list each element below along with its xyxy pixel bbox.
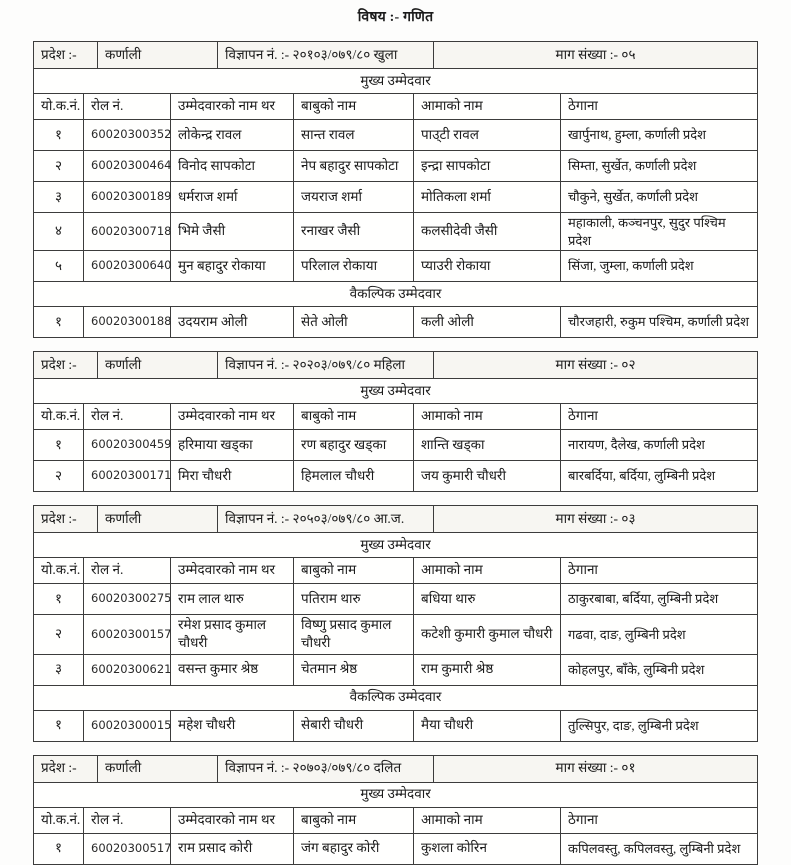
section-4-table xyxy=(33,782,758,865)
father-name-cell: रण बहादुर खड्का xyxy=(294,430,414,461)
address-cell: बारबर्दिया, बर्दिया, लुम्बिनी प्रदेश xyxy=(561,461,758,492)
demand-count: माग संख्या :- ०१ xyxy=(434,755,758,782)
father-name-cell: सान्त रावल xyxy=(294,120,414,151)
father-name-cell: चेतमान श्रेष्ठ xyxy=(294,654,414,685)
table-row xyxy=(34,654,758,685)
candidate-name-cell: राम लाल थारु xyxy=(171,584,294,615)
band-row xyxy=(34,755,758,782)
col-header-candidate: उम्मेदवारको नाम थर xyxy=(171,404,294,430)
serial-cell: १ xyxy=(34,120,84,151)
col-header-mother: आमाको नाम xyxy=(414,558,561,584)
page-title: विषय :- गणित xyxy=(357,10,434,25)
serial-cell: १ xyxy=(34,710,84,741)
province-label: प्रदेश :- xyxy=(34,42,98,69)
mother-name-cell: राम कुमारी श्रेष्ठ xyxy=(414,654,561,685)
address-cell: चौकुने, सुर्खेत, कर्णाली प्रदेश xyxy=(561,182,758,213)
father-name-cell: हिमलाल चौधरी xyxy=(294,461,414,492)
candidate-name-cell: उदयराम ओली xyxy=(171,307,294,338)
roll-cell: 60020300621 xyxy=(84,654,171,685)
section-4-band xyxy=(33,755,758,783)
col-header-father: बाबुको नाम xyxy=(294,94,414,120)
province-label: प्रदेश :- xyxy=(34,755,98,782)
mother-name-cell: कटेशी कुमारी कुमाल चौधरी xyxy=(414,615,561,654)
main-group-title-row xyxy=(34,379,758,404)
serial-cell: २ xyxy=(34,615,84,654)
col-header-serial: यो.क.नं. xyxy=(34,807,84,833)
alt-group-title: वैकल्पिक उम्मेदवार xyxy=(34,685,758,710)
roll-cell: 60020300015 xyxy=(84,710,171,741)
header-row xyxy=(34,94,758,120)
roll-cell: 60020300459 xyxy=(84,430,171,461)
advert-section-2 xyxy=(33,351,757,492)
header-row xyxy=(34,558,758,584)
demand-count: माग संख्या :- ०३ xyxy=(434,506,758,533)
candidate-name-cell: लोकेन्द्र रावल xyxy=(171,120,294,151)
main-group-title: मुख्य उम्मेदवार xyxy=(34,782,758,807)
mother-name-cell: प्याउरी रोकाया xyxy=(414,251,561,282)
demand-count: माग संख्या :- ०५ xyxy=(434,42,758,69)
father-name-cell: सेबारी चौधरी xyxy=(294,710,414,741)
mother-name-cell: कली ओली xyxy=(414,307,561,338)
serial-cell: ५ xyxy=(34,251,84,282)
col-header-roll: रोल नं. xyxy=(84,807,171,833)
serial-cell: ३ xyxy=(34,654,84,685)
section-1-band xyxy=(33,41,758,69)
roll-cell: 60020300189 xyxy=(84,182,171,213)
advert-number: विज्ञापन नं. :- २०७०३/०७९/८० दलित xyxy=(218,755,434,782)
header-row xyxy=(34,807,758,833)
candidate-name-cell: राम प्रसाद कोरी xyxy=(171,833,294,864)
col-header-mother: आमाको नाम xyxy=(414,94,561,120)
address-cell: तुल्सिपुर, दाङ, लुम्बिनी प्रदेश xyxy=(561,710,758,741)
candidate-name-cell: हरिमाया खड्का xyxy=(171,430,294,461)
col-header-serial: यो.क.नं. xyxy=(34,94,84,120)
table-row xyxy=(34,120,758,151)
address-cell: महाकाली, कञ्चनपुर, सुदुर पश्चिम प्रदेश xyxy=(561,213,758,251)
province-value: कर्णाली xyxy=(98,506,218,533)
table-row xyxy=(34,710,758,741)
province-value: कर्णाली xyxy=(98,352,218,379)
table-row xyxy=(34,584,758,615)
father-name-cell: रनाखर जैसी xyxy=(294,213,414,251)
mother-name-cell: पाउ्टी रावल xyxy=(414,120,561,151)
col-header-candidate: उम्मेदवारको नाम थर xyxy=(171,94,294,120)
col-header-father: बाबुको नाम xyxy=(294,404,414,430)
mother-name-cell: जय कुमारी चौधरी xyxy=(414,461,561,492)
province-value: कर्णाली xyxy=(98,42,218,69)
section-3-band xyxy=(33,505,758,533)
roll-cell: 60020300275 xyxy=(84,584,171,615)
roll-cell: 60020300718 xyxy=(84,213,171,251)
serial-cell: १ xyxy=(34,307,84,338)
section-1-table xyxy=(33,68,758,338)
col-header-address: ठेगाना xyxy=(561,807,758,833)
mother-name-cell: मोतिकला शर्मा xyxy=(414,182,561,213)
alt-group-title-row xyxy=(34,685,758,710)
father-name-cell: जयराज शर्मा xyxy=(294,182,414,213)
col-header-father: बाबुको नाम xyxy=(294,807,414,833)
mother-name-cell: शान्ति खड्का xyxy=(414,430,561,461)
serial-cell: ४ xyxy=(34,213,84,251)
main-group-title: मुख्य उम्मेदवार xyxy=(34,379,758,404)
col-header-address: ठेगाना xyxy=(561,94,758,120)
address-cell: कपिलवस्तु, कपिलवस्तु, लुम्बिनी प्रदेश xyxy=(561,833,758,864)
serial-cell: १ xyxy=(34,833,84,864)
col-header-roll: रोल नं. xyxy=(84,94,171,120)
table-row xyxy=(34,251,758,282)
candidate-name-cell: मुन बहादुर रोकाया xyxy=(171,251,294,282)
father-name-cell: विष्णु प्रसाद कुमाल चौधरी xyxy=(294,615,414,654)
col-header-candidate: उम्मेदवारको नाम थर xyxy=(171,807,294,833)
mother-name-cell: कलसीदेवी जैसी xyxy=(414,213,561,251)
candidate-name-cell: विनोद सापकोटा xyxy=(171,151,294,182)
address-cell: गढवा, दाङ, लुम्बिनी प्रदेश xyxy=(561,615,758,654)
main-group-title-row xyxy=(34,782,758,807)
address-cell: सिंजा, जुम्ला, कर्णाली प्रदेश xyxy=(561,251,758,282)
roll-cell: 60020300157 xyxy=(84,615,171,654)
serial-cell: १ xyxy=(34,430,84,461)
section-2-table xyxy=(33,378,758,492)
table-row xyxy=(34,151,758,182)
section-2-band xyxy=(33,351,758,379)
table-row xyxy=(34,615,758,654)
col-header-roll: रोल नं. xyxy=(84,558,171,584)
col-header-roll: रोल नं. xyxy=(84,404,171,430)
table-row xyxy=(34,213,758,251)
col-header-serial: यो.क.नं. xyxy=(34,404,84,430)
advert-number: विज्ञापन नं. :- २०१०३/०७९/८० खुला xyxy=(218,42,434,69)
roll-cell: 60020300517 xyxy=(84,833,171,864)
main-group-title: मुख्य उम्मेदवार xyxy=(34,69,758,94)
section-3-table xyxy=(33,532,758,741)
mother-name-cell: बधिया थारु xyxy=(414,584,561,615)
advert-section-1 xyxy=(33,41,757,338)
candidate-name-cell: रमेश प्रसाद कुमाल चौधरी xyxy=(171,615,294,654)
serial-cell: २ xyxy=(34,151,84,182)
roll-cell: 60020300640 xyxy=(84,251,171,282)
father-name-cell: पतिराम थारु xyxy=(294,584,414,615)
mother-name-cell: कुशला कोरिन xyxy=(414,833,561,864)
address-cell: कोहलपुर, बाँके, लुम्बिनी प्रदेश xyxy=(561,654,758,685)
col-header-address: ठेगाना xyxy=(561,404,758,430)
col-header-candidate: उम्मेदवारको नाम थर xyxy=(171,558,294,584)
roll-cell: 60020300188 xyxy=(84,307,171,338)
table-row xyxy=(34,833,758,864)
table-row xyxy=(34,307,758,338)
father-name-cell: सेते ओली xyxy=(294,307,414,338)
col-header-mother: आमाको नाम xyxy=(414,807,561,833)
address-cell: ठाकुरबाबा, बर्दिया, लुम्बिनी प्रदेश xyxy=(561,584,758,615)
band-row xyxy=(34,42,758,69)
candidate-name-cell: महेश चौधरी xyxy=(171,710,294,741)
roll-cell: 60020300171 xyxy=(84,461,171,492)
father-name-cell: परिलाल रोकाया xyxy=(294,251,414,282)
col-header-serial: यो.क.नं. xyxy=(34,558,84,584)
alt-group-title: वैकल्पिक उम्मेदवार xyxy=(34,282,758,307)
band-row xyxy=(34,506,758,533)
main-group-title: मुख्य उम्मेदवार xyxy=(34,533,758,558)
main-group-title-row xyxy=(34,69,758,94)
address-cell: सिम्ता, सुर्खेत, कर्णाली प्रदेश xyxy=(561,151,758,182)
province-value: कर्णाली xyxy=(98,755,218,782)
roll-cell: 60020300352 xyxy=(84,120,171,151)
advert-number: विज्ञापन नं. :- २०२०३/०७९/८० महिला xyxy=(218,352,434,379)
table-row xyxy=(34,430,758,461)
demand-count: माग संख्या :- ०२ xyxy=(434,352,758,379)
mother-name-cell: मैया चौधरी xyxy=(414,710,561,741)
roll-cell: 60020300464 xyxy=(84,151,171,182)
main-group-title-row xyxy=(34,533,758,558)
serial-cell: २ xyxy=(34,461,84,492)
address-cell: चौरजहारी, रुकुम पश्चिम, कर्णाली प्रदेश xyxy=(561,307,758,338)
advert-section-3 xyxy=(33,505,757,741)
candidate-name-cell: वसन्त कुमार श्रेष्ठ xyxy=(171,654,294,685)
table-row xyxy=(34,182,758,213)
col-header-father: बाबुको नाम xyxy=(294,558,414,584)
table-row xyxy=(34,461,758,492)
col-header-address: ठेगाना xyxy=(561,558,758,584)
mother-name-cell: इन्द्रा सापकोटा xyxy=(414,151,561,182)
province-label: प्रदेश :- xyxy=(34,352,98,379)
band-row xyxy=(34,352,758,379)
father-name-cell: नेप बहादुर सापकोटा xyxy=(294,151,414,182)
address-cell: नारायण, दैलेख, कर्णाली प्रदेश xyxy=(561,430,758,461)
address-cell: खार्पुनाथ, हुम्ला, कर्णाली प्रदेश xyxy=(561,120,758,151)
header-row xyxy=(34,404,758,430)
alt-group-title-row xyxy=(34,282,758,307)
province-label: प्रदेश :- xyxy=(34,506,98,533)
advert-section-4 xyxy=(33,755,757,865)
father-name-cell: जंग बहादुर कोरी xyxy=(294,833,414,864)
col-header-mother: आमाको नाम xyxy=(414,404,561,430)
serial-cell: १ xyxy=(34,584,84,615)
candidate-name-cell: धर्मराज शर्मा xyxy=(171,182,294,213)
candidate-name-cell: मिरा चौधरी xyxy=(171,461,294,492)
serial-cell: ३ xyxy=(34,182,84,213)
candidate-name-cell: भिमे जैसी xyxy=(171,213,294,251)
advert-number: विज्ञापन नं. :- २०५०३/०७९/८० आ.ज. xyxy=(218,506,434,533)
